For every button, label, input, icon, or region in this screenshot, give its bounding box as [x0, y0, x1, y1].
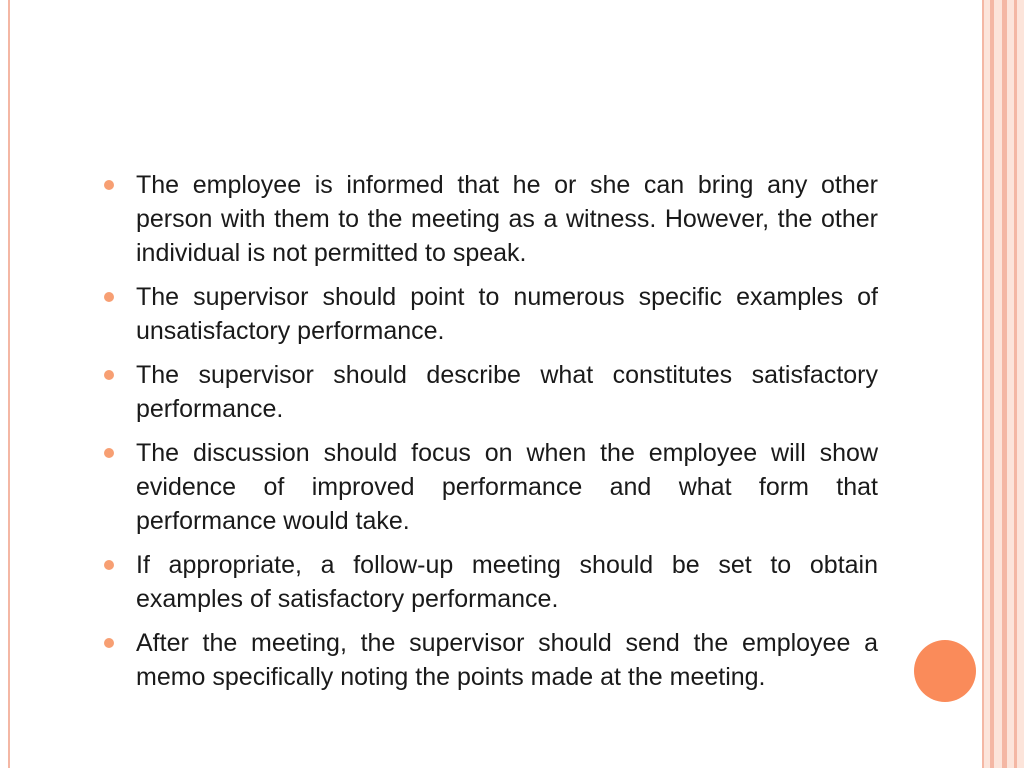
orange-circle-icon	[914, 640, 976, 702]
bullet-text: If appropriate, a follow-up meeting should be set to obtain examples of satisfactory performance.	[136, 551, 878, 613]
bullet-text: The supervisor should describe what constitutes satisfactory performance.	[136, 361, 878, 423]
bullet-dot-icon	[104, 560, 114, 570]
left-border-line	[8, 0, 10, 768]
right-stripe	[982, 0, 984, 768]
list-item	[104, 358, 878, 426]
bullet-text: The employee is informed that he or she can bring any other person with them to the meeting as a witness. However, the other individual is not permitted to speak.	[136, 171, 878, 267]
bullet-dot-icon	[104, 370, 114, 380]
right-stripe	[1014, 0, 1017, 768]
bullet-dot-icon	[104, 292, 114, 302]
list-item	[104, 280, 878, 348]
list-item	[104, 168, 878, 270]
list-item	[104, 436, 878, 538]
bullet-text: The supervisor should point to numerous specific examples of unsatisfactory performance.	[136, 283, 878, 345]
slide-body	[104, 168, 878, 704]
bullet-dot-icon	[104, 180, 114, 190]
bullet-dot-icon	[104, 638, 114, 648]
right-stripe	[1002, 0, 1007, 768]
right-stripe	[990, 0, 994, 768]
bullet-text: After the meeting, the supervisor should send the employee a memo specifically noting the points made at the meeting.	[136, 629, 878, 691]
bullet-list	[104, 168, 878, 694]
bullet-text: The discussion should focus on when the employee will show evidence of improved performance and what form that performance would take.	[136, 439, 878, 535]
list-item	[104, 548, 878, 616]
bullet-dot-icon	[104, 448, 114, 458]
list-item	[104, 626, 878, 694]
